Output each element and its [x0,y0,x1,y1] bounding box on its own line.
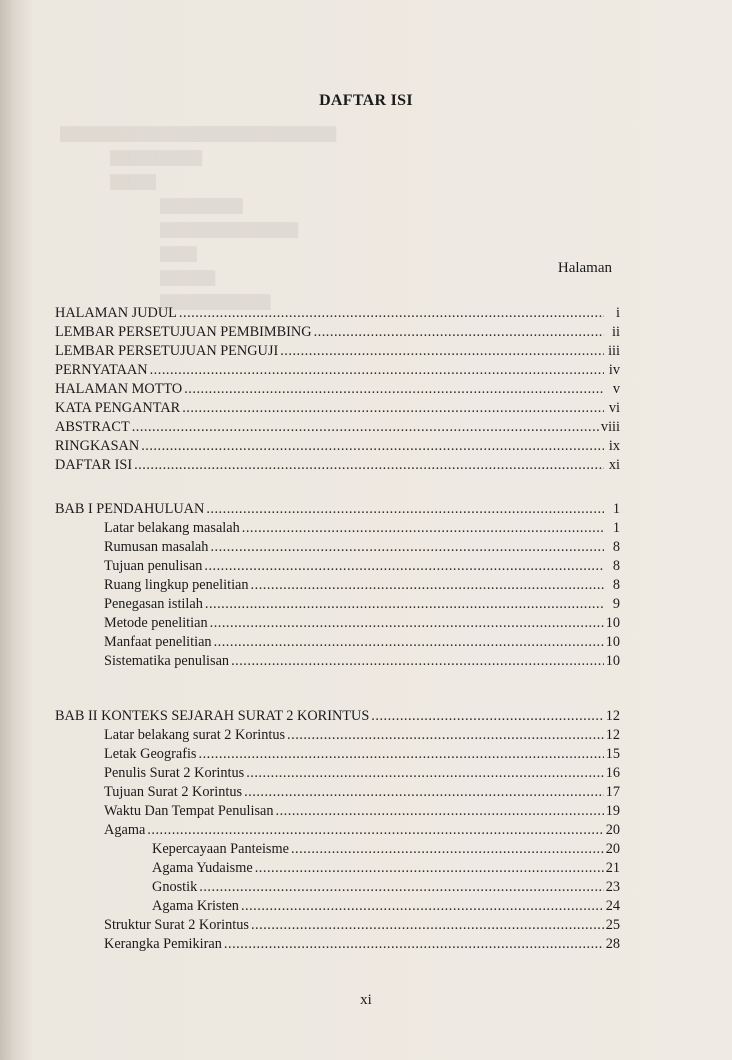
toc-entry [55,437,620,456]
toc-entry-label: Agama Kristen [152,898,239,914]
toc-entry-page-number: 28 [605,936,620,952]
toc-entry [104,595,620,614]
toc-entry-label: Latar belakang masalah [104,520,240,536]
toc-entry-page-number: 8 [612,577,620,593]
toc-entry-page-number: 1 [612,520,620,536]
toc-leader-dots [147,821,603,840]
toc-leader-dots [206,500,604,519]
toc-leader-dots [244,783,604,802]
toc-leader-dots [242,519,604,538]
toc-entry-label: Rumusan masalah [104,539,209,555]
toc-entry-label: Metode penelitian [104,615,208,631]
toc-entry-page-number: xi [608,457,620,473]
toc-leader-dots [291,840,604,859]
toc-entry-label: Agama [104,822,146,838]
toc-entry-page-number: 19 [605,803,620,819]
toc-entry [104,916,620,935]
toc-entry-label: Tujuan Surat 2 Korintus [104,784,243,800]
toc-entry-page-number: 21 [605,860,620,876]
toc-entry-label: Kepercayaan Panteisme [152,841,289,857]
toc-entry-page-number: 15 [605,746,620,762]
toc-entry [55,707,620,726]
toc-entry [152,897,620,916]
toc-entry-label: Tujuan penulisan [104,558,203,574]
toc-entry-page-number: 20 [605,841,620,857]
toc-entry-page-number: v [612,381,620,397]
toc-leader-dots [371,707,603,726]
toc-entry-page-number: viii [600,419,620,435]
page-title: DAFTAR ISI [319,92,413,109]
toc-entry [104,821,620,840]
toc-leader-dots [179,304,604,323]
toc-entry-page-number: 1 [612,501,620,517]
toc-leader-dots [246,764,604,783]
toc-leader-dots [141,437,604,456]
toc-entry-page-number: ii [612,324,620,340]
toc-entry-label: Manfaat penelitian [104,634,212,650]
toc-leader-dots [276,802,604,821]
toc-entry [104,633,620,652]
toc-entry-page-number: 12 [605,708,620,724]
toc-leader-dots [204,557,604,576]
toc-entry-page-number: 16 [605,765,620,781]
toc-entry-label: Gnostik [152,879,198,895]
toc-entry [55,418,620,437]
toc-entry-page-number: iv [608,362,620,378]
toc-entry [104,538,620,557]
toc-leader-dots [251,576,604,595]
toc-entry-page-number: ix [608,438,620,454]
toc-entry-label: Latar belakang surat 2 Korintus [104,727,286,743]
toc-leader-dots [150,361,604,380]
toc-leader-dots [241,897,604,916]
toc-entry [104,783,620,802]
toc-entry [55,342,620,361]
toc-entry-label: DAFTAR ISI [55,457,133,473]
toc-entry [55,304,620,323]
toc-entry [152,859,620,878]
toc-entry-label: Sistematika penulisan [104,653,230,669]
toc-entry-label: Struktur Surat 2 Korintus [104,917,249,933]
toc-leader-dots [182,399,604,418]
toc-leader-dots [205,595,604,614]
toc-entry-page-number: 17 [605,784,620,800]
toc-entry [104,614,620,633]
toc-entry [152,878,620,897]
toc-entry-label: HALAMAN MOTTO [55,381,183,397]
toc-entry-label: Letak Geografis [104,746,197,762]
toc-entry-page-number: 9 [612,596,620,612]
toc-entry-label: Penulis Surat 2 Korintus [104,765,245,781]
toc-entry [104,802,620,821]
toc-entry [104,745,620,764]
toc-entry-page-number: vi [608,400,620,416]
toc-entry-label: HALAMAN JUDUL [55,305,177,321]
toc-entry-label: KATA PENGANTAR [55,400,181,416]
toc-entry-page-number: 23 [605,879,620,895]
toc-entry [55,399,620,418]
toc-leader-dots [132,418,599,437]
toc-leader-dots [214,633,604,652]
toc-entry-page-number: 20 [605,822,620,838]
toc-entry [104,935,620,954]
toc-entry [104,557,620,576]
toc-entry-page-number: iii [608,343,620,359]
toc-entry [104,764,620,783]
toc-entry-label: ABSTRACT [55,419,130,435]
toc-entry-label: LEMBAR PERSETUJUAN PEMBIMBING [55,324,312,340]
toc-entry [104,726,620,745]
toc-entry-label: BAB II KONTEKS SEJARAH SURAT 2 KORINTUS [55,708,370,724]
toc-entry [104,576,620,595]
toc-entry-page-number: 24 [605,898,620,914]
toc-entry-label: BAB I PENDAHULUAN [55,501,205,517]
toc-leader-dots [280,342,604,361]
toc-entry-label: Agama Yudaisme [152,860,253,876]
toc-entry-page-number: 8 [612,558,620,574]
toc-entry [55,380,620,399]
toc-entry-label: Waktu Dan Tempat Penulisan [104,803,274,819]
toc-leader-dots [251,916,604,935]
toc-entry-label: Kerangka Pemikiran [104,936,222,952]
toc-entry-page-number: 10 [605,634,620,650]
toc-leader-dots [231,652,604,671]
toc-entry-page-number: 25 [605,917,620,933]
toc-entry-label: RINGKASAN [55,438,140,454]
toc-leader-dots [210,538,604,557]
toc-entry-label: Ruang lingkup penelitian [104,577,249,593]
toc-leader-dots [134,456,604,475]
toc-leader-dots [199,878,603,897]
toc-entry-page-number: 10 [605,653,620,669]
toc-entry-page-number: 8 [612,539,620,555]
toc-entry [55,323,620,342]
toc-leader-dots [224,935,604,954]
toc-entry [104,519,620,538]
toc-entry [152,840,620,859]
toc-entry [55,361,620,380]
toc-entry-page-number: i [616,305,620,321]
toc-leader-dots [255,859,604,878]
toc-entry [55,500,620,519]
toc-entry-label: PERNYATAAN [55,362,148,378]
page-number-footer: xi [360,992,372,1008]
toc-leader-dots [210,614,604,633]
toc-leader-dots [314,323,604,342]
toc-leader-dots [199,745,604,764]
toc-leader-dots [184,380,604,399]
toc-entry [104,652,620,671]
toc-entry-page-number: 12 [605,727,620,743]
toc-entry-page-number: 10 [605,615,620,631]
toc-leader-dots [287,726,604,745]
toc-entry [55,456,620,475]
toc-entry-label: Penegasan istilah [104,596,203,612]
bleed-through-background: ██████████████████████████████ ██████████ █████ █████████ ███████████████ ████ ██████ ████████████ [60,126,337,309]
toc-entry-label: LEMBAR PERSETUJUAN PENGUJI [55,343,279,359]
page-column-header: Halaman [557,260,612,276]
